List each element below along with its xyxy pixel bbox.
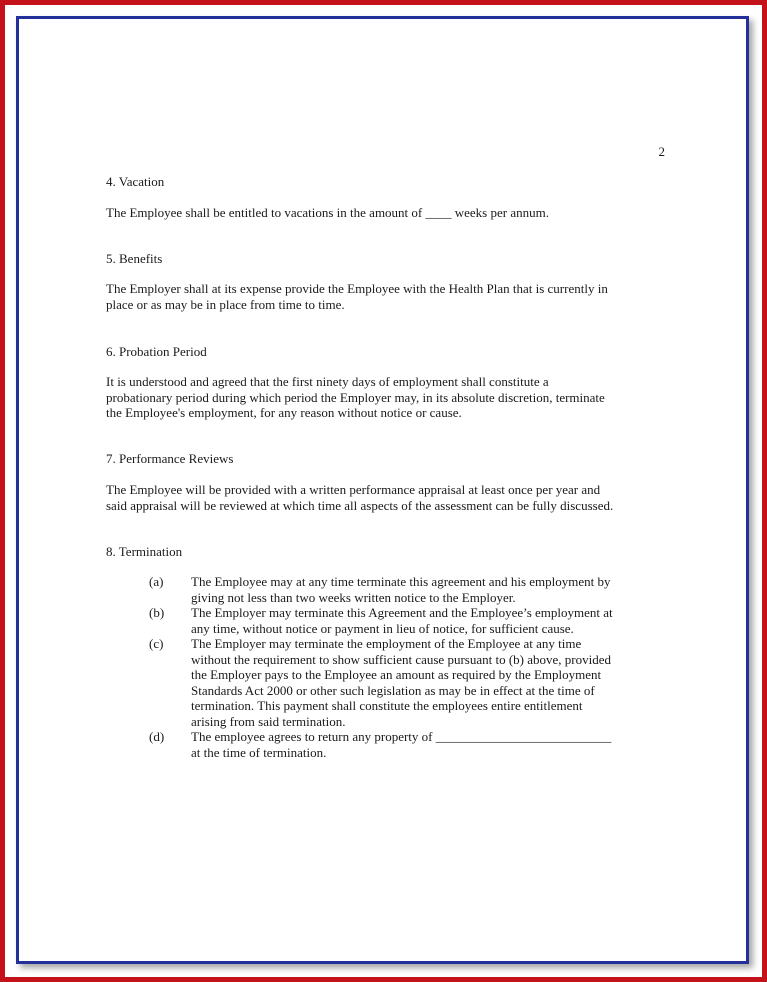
item-text (191, 605, 661, 636)
text-line: any time, without notice or payment in lieu of notice, for sufficient cause. (191, 620, 574, 636)
text-line: without the requirement to show sufficient cause pursuant to (b) above, provided (191, 651, 611, 667)
item-label: (c) (149, 636, 164, 651)
text-line: the Employee's employment, for any reason without notice or cause. (106, 405, 462, 420)
frame-background (5, 5, 762, 977)
text-line: The Employer shall at its expense provide the Employee with the Health Plan that is currently in (106, 281, 608, 296)
item-text (191, 636, 661, 729)
list-item (149, 636, 669, 729)
text-line: at the time of termination. (191, 744, 327, 760)
text-line: The Employee may at any time terminate this agreement and his employment by (191, 574, 611, 589)
item-label: (d) (149, 729, 165, 744)
item-label: (a) (149, 574, 164, 589)
page-number: 2 (658, 144, 665, 159)
list-item (149, 605, 669, 636)
section-heading-probation: 6. Probation Period (106, 344, 207, 359)
list-item (149, 574, 669, 605)
text-line: said appraisal will be reviewed at which time all aspects of the assessment can be fully discussed. (106, 497, 614, 513)
item-text (191, 574, 661, 605)
section-text-benefits (106, 281, 676, 312)
page-content (19, 19, 746, 961)
text-line: The employee agrees to return any property of ___________________________ (191, 729, 612, 744)
text-line: the Employer pays to the Employee an amount as required by the Employment (191, 667, 602, 682)
text-line: arising from said termination. (191, 713, 346, 729)
text-line: Standards Act 2000 or other such legislation as may be in effect at the time of (191, 682, 595, 698)
text-line: probationary period during which period the Employer may, in its absolute discretion, terminate (106, 389, 605, 405)
section-heading-termination: 8. Termination (106, 544, 183, 559)
list-item (149, 729, 669, 760)
text-line: giving not less than two weeks written notice to the Employer. (191, 589, 516, 605)
section-heading-benefits: 5. Benefits (106, 251, 163, 266)
text-line: The Employee will be provided with a written performance appraisal at least once per year and (106, 482, 601, 497)
section-text-probation (106, 374, 676, 421)
text-line: The Employer may terminate the employment of the Employee at any time (191, 636, 582, 651)
section-heading-vacation: 4. Vacation (106, 174, 165, 189)
text-line: It is understood and agreed that the first ninety days of employment shall constitute a (106, 374, 549, 389)
item-label: (b) (149, 605, 165, 620)
text-line: place or as may be in place from time to time. (106, 296, 345, 312)
item-text (191, 729, 661, 760)
text-line: termination. This payment shall constitute the employees entire entitlement (191, 698, 583, 713)
section-text-vacation (106, 205, 676, 221)
document-page (16, 16, 749, 964)
text-line: The Employee shall be entitled to vacations in the amount of ____ weeks per annum. (106, 205, 549, 220)
text-line: The Employer may terminate this Agreement and the Employee’s employment at (191, 605, 613, 620)
section-heading-performance: 7. Performance Reviews (106, 451, 234, 466)
section-text-performance (106, 482, 676, 513)
termination-list (149, 574, 669, 760)
